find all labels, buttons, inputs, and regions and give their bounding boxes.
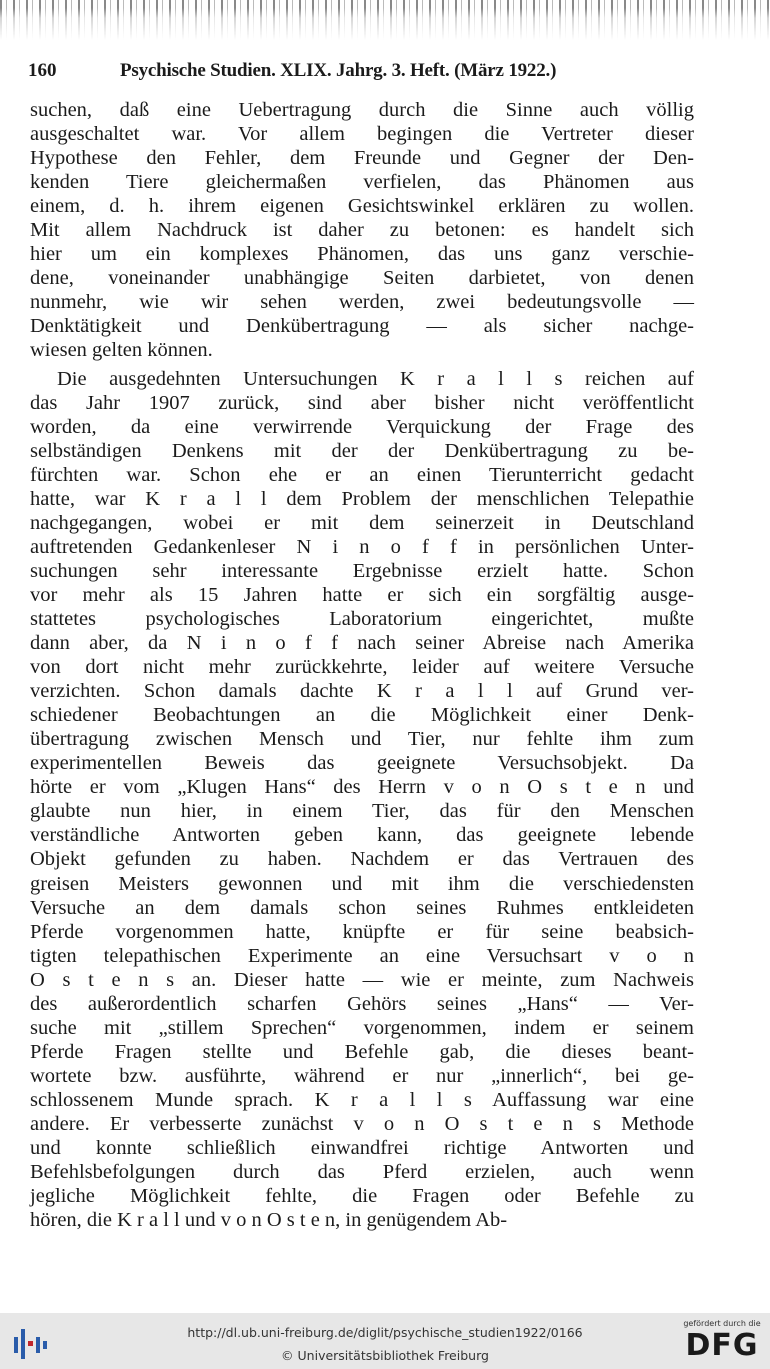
text-line: dene, voneinander unabhängige Seiten darbietet, von denen (30, 267, 694, 290)
text-line: stattetes psychologisches Laboratorium eingerichtet, mußte (30, 607, 694, 630)
text-line: Pferde vorgenommen hatte, knüpfte er für seine beabsich- (30, 920, 694, 943)
dfg-caption: gefördert durch die (683, 1319, 761, 1328)
text-line: einem, d. h. ihrem eigenen Gesichtswinkel erklären zu wollen. (30, 195, 694, 218)
page-header (28, 60, 718, 86)
text-line: greisen Meisters gewonnen und mit ihm die verschiedensten (30, 872, 694, 895)
text-line: schiedener Beobachtungen an die Möglichkeit einer Denk- (30, 704, 694, 727)
text-line: und konnte schließlich einwandfrei richtige Antworten und (30, 1137, 694, 1160)
text-line: kenden Tiere gleichermaßen verfielen, das Phänomen aus (30, 171, 694, 194)
text-line: andere. Er verbesserte zunächst v o n O s t e n s Methode (30, 1112, 694, 1135)
text-line: O s t e n s an. Dieser hatte — wie er meinte, zum Nachweis (30, 968, 694, 991)
scan-edge-artifact (0, 0, 770, 40)
text-line: selbständigen Denkens mit der der Denkübertragung zu be- (30, 439, 694, 462)
viewer-footer (0, 1313, 770, 1369)
text-line: worden, da eine verwirrende Verquickung der Frage des (30, 415, 694, 438)
text-line: wortete bzw. ausführte, während er nur „innerlich“, bei ge- (30, 1064, 694, 1087)
text-line: Objekt gefunden zu haben. Nachdem er das Vertrauen des (30, 848, 694, 871)
text-line: hatte, war K r a l l dem Problem der menschlichen Telepathie (30, 487, 694, 510)
text-line: Pferde Fragen stellte und Befehle gab, die dieses beant- (30, 1040, 694, 1063)
text-line: Befehlsbefolgungen durch das Pferd erzielen, auch wenn (30, 1161, 694, 1184)
running-title: Psychische Studien. XLIX. Jahrg. 3. Heft. (März 1922.) (120, 60, 557, 81)
text-line: hier um ein komplexes Phänomen, das uns ganz verschie- (30, 243, 694, 266)
text-line: nunmehr, wie wir sehen werden, zwei bedeutungsvolle — (30, 291, 694, 314)
text-line: tigten telepathischen Experimente an eine Versuchsart v o n (30, 944, 694, 967)
text-line: Hypothese den Fehler, dem Freunde und Gegner der Den- (30, 147, 694, 170)
copyright-credit: © Universitätsbibliothek Freiburg (281, 1348, 489, 1363)
text-line: dann aber, da N i n o f f nach seiner Abreise nach Amerika (30, 632, 694, 655)
text-line: fürchten war. Schon ehe er an einen Tierunterricht gedacht (30, 463, 694, 486)
text-line: hörte er vom „Klugen Hans“ des Herrn v o n O s t e n und (30, 776, 694, 799)
text-line: auftretenden Gedankenleser N i n o f f in persönlichen Unter- (30, 535, 694, 558)
text-line: von dort nicht mehr zurückkehrte, leider auf weitere Versuche (30, 656, 694, 679)
text-line: ausgeschaltet war. Vor allem begingen die Vertreter dieser (30, 123, 694, 146)
article-body (30, 98, 694, 1232)
dfg-badge (680, 1319, 764, 1365)
text-line: Versuche an dem damals schon seines Ruhmes entkleideten (30, 896, 694, 919)
text-line: des außerordentlich scharfen Gehörs seines „Hans“ — Ver- (30, 992, 694, 1015)
text-line: suche mit „stillem Sprechen“ vorgenommen, indem er seinem (30, 1016, 694, 1039)
text-line: nachgegangen, wobei er mit dem seinerzeit in Deutschland (30, 511, 694, 534)
text-line: übertragung zwischen Mensch und Tier, nur fehlte ihm zum (30, 728, 694, 751)
text-line: Die ausgedehnten Untersuchungen K r a l l s reichen auf (57, 367, 694, 390)
text-line: das Jahr 1907 zurück, sind aber bisher nicht veröffentlicht (30, 391, 694, 414)
text-line: vor mehr als 15 Jahren hatte er sich ein sorgfältig ausge- (30, 583, 694, 606)
page-number: 160 (28, 60, 57, 81)
text-line: verständliche Antworten geben kann, das geeignete lebende (30, 824, 694, 847)
text-line: hören, die K r a l l und v o n O s t e n, in genügendem Ab- (30, 1209, 508, 1232)
permalink-url[interactable]: http://dl.ub.uni-freiburg.de/diglit/psychische_studien1922/0166 (187, 1325, 583, 1340)
text-line: glaubte nun hier, in einem Tier, das für den Menschen (30, 800, 694, 823)
text-line: verzichten. Schon damals dachte K r a l l auf Grund ver- (30, 680, 694, 703)
text-line: experimentellen Beweis das geeignete Versuchsobjekt. Da (30, 752, 694, 775)
dfg-logo: DFG (685, 1328, 759, 1363)
text-line: suchungen sehr interessante Ergebnisse erzielt hatte. Schon (30, 559, 694, 582)
text-line: schlossenem Munde sprach. K r a l l s Auffassung war eine (30, 1088, 694, 1111)
text-line: Mit allem Nachdruck ist daher zu betonen: es handelt sich (30, 219, 694, 242)
text-line: wiesen gelten können. (30, 339, 213, 362)
text-line: Denktätigkeit und Denkübertragung — als sicher nachge- (30, 315, 694, 338)
text-line: jegliche Möglichkeit fehlte, die Fragen oder Befehle zu (30, 1185, 694, 1208)
text-line: suchen, daß eine Uebertragung durch die Sinne auch völlig (30, 99, 694, 121)
